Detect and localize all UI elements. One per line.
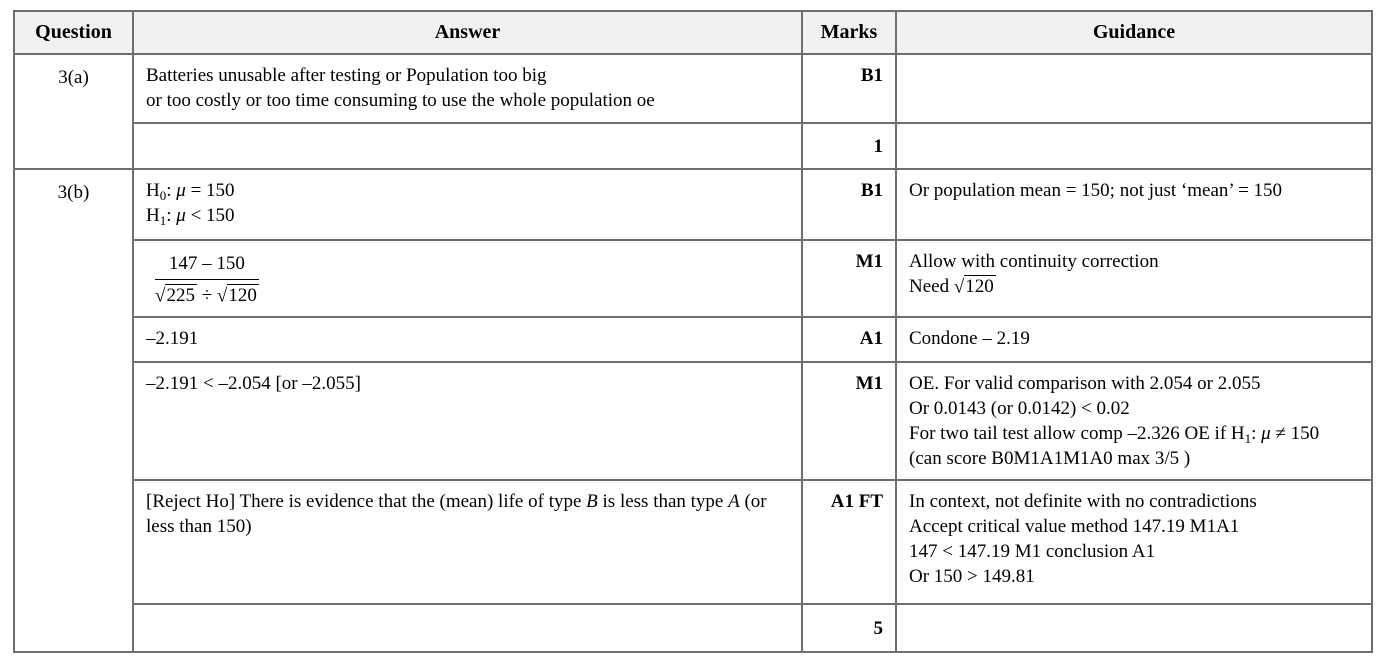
answer-line: Batteries unusable after testing or Population too big xyxy=(146,65,547,86)
guidance-line: Condone – 2.19 xyxy=(909,328,1030,349)
header-row xyxy=(14,11,1372,54)
answer-line: [Reject Ho] There is evidence that the (mean) life of type B is less than type A (or less than 150) xyxy=(146,491,767,537)
row-3b-hypotheses xyxy=(14,169,1372,240)
answer-line: $H_0$: μ = 150 xyxy=(146,180,235,203)
marks-cell-comparison: M1 xyxy=(802,362,896,480)
marks-cell-3a: B1 xyxy=(802,54,896,123)
guidance-line: Allow with continuity correction xyxy=(909,251,1159,272)
guidance-line: (can score B0M1A1M1A0 max 3/5 ) xyxy=(909,448,1191,469)
guidance-line: Or population mean = 150; not just ‘mean’ = 150 xyxy=(909,180,1283,201)
answer-line: or too costly or too time consuming to use the whole population oe xyxy=(146,90,655,111)
mark-scheme-table xyxy=(13,10,1373,653)
answer-cell-test-statistic xyxy=(133,240,802,317)
header-marks: Marks xyxy=(802,11,896,54)
guidance-cell-empty xyxy=(896,123,1372,169)
fraction-denominator: √225 ÷ √120 xyxy=(155,285,257,307)
marks-cell-hypotheses: B1 xyxy=(802,169,896,240)
header-question: Question xyxy=(14,11,133,54)
header-guidance: Guidance xyxy=(896,11,1372,54)
guidance-line: In context, not definite with no contradictions xyxy=(909,491,1257,512)
guidance-cell-empty xyxy=(896,604,1372,652)
row-3b-comparison xyxy=(14,362,1372,480)
header-answer: Answer xyxy=(133,11,802,54)
marks-cell-z-value: A1 xyxy=(802,317,896,362)
answer-cell-hypotheses xyxy=(133,169,802,240)
guidance-cell-3a xyxy=(896,54,1372,123)
guidance-line: 147 < 147.19 M1 conclusion A1 xyxy=(909,541,1156,562)
guidance-cell-test-statistic xyxy=(896,240,1372,317)
row-3b-conclusion xyxy=(14,480,1372,604)
answer-cell-comparison xyxy=(133,362,802,480)
guidance-cell-z-value xyxy=(896,317,1372,362)
guidance-line: Or 0.0143 (or 0.0142) < 0.02 xyxy=(909,398,1130,419)
answer-cell-empty xyxy=(133,123,802,169)
guidance-line: Need √120 xyxy=(909,276,994,298)
marks-cell-conclusion: A1 FT xyxy=(802,480,896,604)
question-label-3b: 3(b) xyxy=(14,169,133,652)
fraction xyxy=(155,251,259,308)
guidance-line: For two tail test allow comp –2.326 OE if $H_1$: μ ≠ 150 xyxy=(909,423,1320,446)
answer-cell-conclusion xyxy=(133,480,802,604)
answer-cell-3a xyxy=(133,54,802,123)
guidance-cell-conclusion xyxy=(896,480,1372,604)
row-3a-total xyxy=(14,123,1372,169)
answer-cell-z-value xyxy=(133,317,802,362)
fraction-numerator: 147 – 150 xyxy=(155,251,259,280)
guidance-line: Accept critical value method 147.19 M1A1 xyxy=(909,516,1240,537)
guidance-line: OE. For valid comparison with 2.054 or 2.055 xyxy=(909,373,1261,394)
row-3b-total xyxy=(14,604,1372,652)
row-3b-test-statistic xyxy=(14,240,1372,317)
row-3b-z-value xyxy=(14,317,1372,362)
answer-line: –2.191 xyxy=(146,328,199,349)
answer-line: –2.191 < –2.054 [or –2.055] xyxy=(146,373,361,394)
guidance-cell-hypotheses xyxy=(896,169,1372,240)
question-label-3a: 3(a) xyxy=(14,54,133,169)
row-3a-answer xyxy=(14,54,1372,123)
guidance-line: Or 150 > 149.81 xyxy=(909,566,1035,587)
total-marks-3b: 5 xyxy=(802,604,896,652)
total-marks-3a: 1 xyxy=(802,123,896,169)
answer-cell-empty xyxy=(133,604,802,652)
guidance-cell-comparison xyxy=(896,362,1372,480)
marks-cell-test-statistic: M1 xyxy=(802,240,896,317)
answer-line: $H_1$: μ < 150 xyxy=(146,205,235,228)
